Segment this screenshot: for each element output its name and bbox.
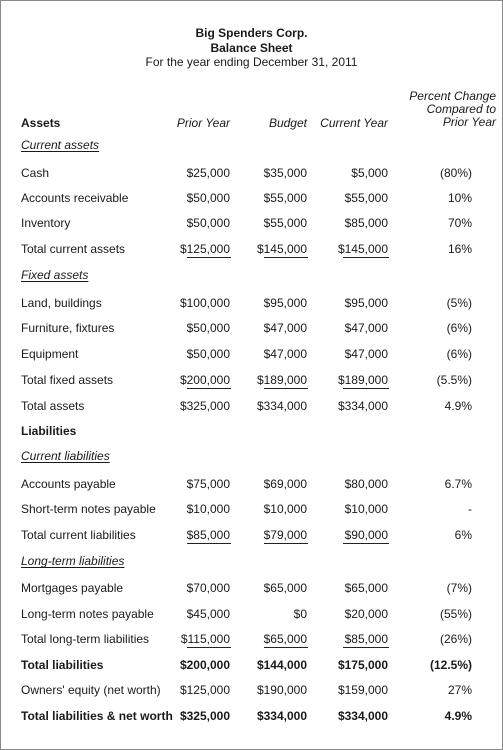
table-row (0, 242, 503, 256)
total-underline (264, 388, 308, 389)
percent-change-value: (5%) (446, 296, 472, 310)
row-label: Short-term notes payable (21, 502, 156, 516)
prior-year-value: $50,000 (186, 191, 230, 205)
row-label: Mortgages payable (21, 581, 124, 595)
current-year-value: $334,000 (337, 709, 388, 723)
total-underline (343, 543, 389, 544)
budget-value: $79,000 (263, 528, 307, 542)
budget-value: $189,000 (256, 373, 307, 387)
prior-year-value: $125,000 (179, 683, 230, 697)
assets-column-header: Assets (21, 116, 61, 130)
current-year-value: $10,000 (344, 502, 388, 516)
budget-value: $65,000 (263, 581, 307, 595)
percent-change-value: (80%) (439, 166, 472, 180)
table-row (0, 191, 503, 205)
total-underline (343, 257, 389, 258)
section-heading-row (0, 449, 503, 463)
percent-change-value: (7%) (446, 581, 472, 595)
budget-value: $35,000 (263, 166, 307, 180)
budget-column-header: Budget (268, 116, 307, 130)
percent-change-header-line3: Prior Year (442, 115, 496, 129)
total-underline (264, 257, 308, 258)
row-label: Furniture, fixtures (21, 321, 115, 335)
row-label: Equipment (21, 347, 79, 361)
row-label: Total fixed assets (21, 373, 114, 387)
prior-year-value: $200,000 (179, 373, 230, 387)
statement-title: Balance Sheet (210, 41, 293, 55)
row-label: Liabilities (21, 424, 77, 438)
current-year-column-header: Current Year (320, 116, 388, 130)
row-label: Long-term liabilities (21, 554, 125, 568)
percent-change-value: 4.9% (444, 709, 472, 723)
prior-year-value: $85,000 (186, 528, 230, 542)
percent-change-value: - (468, 502, 472, 516)
row-label: Fixed assets (21, 268, 89, 282)
table-row (0, 607, 503, 621)
row-label: Inventory (21, 216, 71, 230)
table-row (0, 709, 503, 723)
current-year-value: $85,000 (344, 632, 388, 646)
budget-value: $47,000 (263, 321, 307, 335)
percent-change-value: 27% (447, 683, 472, 697)
row-label: Accounts payable (21, 477, 116, 491)
budget-value: $55,000 (263, 216, 307, 230)
budget-value: $334,000 (256, 709, 307, 723)
budget-value: $145,000 (256, 242, 307, 256)
prior-year-value: $125,000 (179, 242, 230, 256)
percent-change-value: 16% (447, 242, 472, 256)
row-label: Total long-term liabilities (21, 632, 150, 646)
total-underline (264, 647, 308, 648)
total-underline (187, 257, 231, 258)
table-row (0, 632, 503, 646)
table-row (0, 477, 503, 491)
row-label: Long-term notes payable (21, 607, 154, 621)
percent-change-value: (55%) (439, 607, 472, 621)
percent-change-value: (6%) (446, 347, 472, 361)
prior-year-value: $325,000 (179, 709, 230, 723)
prior-year-value: $50,000 (186, 347, 230, 361)
prior-year-value: $200,000 (179, 658, 230, 672)
statement-period: For the year ending December 31, 2011 (145, 55, 358, 69)
row-label: Total assets (21, 399, 85, 413)
percent-change-value: (12.5%) (429, 658, 472, 672)
percent-change-value: (5.5%) (436, 373, 472, 387)
table-row (0, 683, 503, 697)
percent-change-value: 70% (447, 216, 472, 230)
budget-value: $334,000 (256, 399, 307, 413)
current-year-value: $334,000 (337, 399, 388, 413)
budget-value: $55,000 (263, 191, 307, 205)
budget-value: $0 (293, 607, 307, 621)
percent-change-value: (6%) (446, 321, 472, 335)
total-underline (264, 543, 308, 544)
row-label: Accounts receivable (21, 191, 129, 205)
percent-change-value: 4.9% (444, 399, 472, 413)
table-row (0, 658, 503, 672)
percent-change-column-header (392, 90, 496, 129)
section-heading-row (0, 268, 503, 282)
prior-year-value: $50,000 (186, 321, 230, 335)
prior-year-column-header: Prior Year (176, 116, 230, 130)
prior-year-value: $50,000 (186, 216, 230, 230)
row-label: Total current assets (21, 242, 126, 256)
table-row (0, 528, 503, 542)
budget-value: $47,000 (263, 347, 307, 361)
prior-year-value: $325,000 (179, 399, 230, 413)
current-year-value: $189,000 (337, 373, 388, 387)
prior-year-value: $70,000 (186, 581, 230, 595)
row-label: Cash (21, 166, 50, 180)
row-label: Current assets (21, 138, 100, 152)
current-year-value: $175,000 (337, 658, 388, 672)
row-label: Owners' equity (net worth) (21, 683, 161, 697)
section-heading-row (0, 554, 503, 568)
row-label: Land, buildings (21, 296, 102, 310)
table-row (0, 216, 503, 230)
row-label: Total liabilities & net worth (21, 709, 173, 723)
table-row (0, 347, 503, 361)
budget-value: $69,000 (263, 477, 307, 491)
total-underline (343, 388, 389, 389)
section-heading-row (0, 138, 503, 152)
prior-year-value: $10,000 (186, 502, 230, 516)
row-label: Total liabilities (21, 658, 104, 672)
budget-value: $190,000 (256, 683, 307, 697)
company-name: Big Spenders Corp. (195, 26, 308, 40)
percent-change-value: (26%) (439, 632, 472, 646)
prior-year-value: $115,000 (180, 632, 230, 646)
current-year-value: $55,000 (344, 191, 388, 205)
budget-value: $95,000 (263, 296, 307, 310)
prior-year-value: $100,000 (179, 296, 230, 310)
total-underline (187, 388, 231, 389)
total-underline (187, 647, 231, 648)
current-year-value: $65,000 (344, 581, 388, 595)
table-row (0, 321, 503, 335)
current-year-value: $47,000 (344, 321, 388, 335)
current-year-value: $80,000 (344, 477, 388, 491)
total-underline (343, 647, 389, 648)
current-year-value: $145,000 (337, 242, 388, 256)
percent-change-value: 6% (454, 528, 472, 542)
current-year-value: $90,000 (344, 528, 388, 542)
current-year-value: $47,000 (344, 347, 388, 361)
percent-change-header-line1: Percent Change (409, 89, 496, 103)
prior-year-value: $75,000 (186, 477, 230, 491)
current-year-value: $95,000 (344, 296, 388, 310)
budget-value: $144,000 (256, 658, 307, 672)
group-heading-row (0, 424, 503, 438)
prior-year-value: $45,000 (186, 607, 230, 621)
current-year-value: $5,000 (351, 166, 388, 180)
row-label: Current liabilities (21, 449, 110, 463)
current-year-value: $85,000 (344, 216, 388, 230)
table-row (0, 502, 503, 516)
table-row (0, 581, 503, 595)
current-year-value: $159,000 (337, 683, 388, 697)
row-label: Total current liabilities (21, 528, 136, 542)
percent-change-value: 6.7% (444, 477, 472, 491)
percent-change-value: 10% (447, 191, 472, 205)
budget-value: $65,000 (263, 632, 307, 646)
current-year-value: $20,000 (344, 607, 388, 621)
total-underline (187, 543, 231, 544)
table-row (0, 166, 503, 180)
table-row (0, 296, 503, 310)
table-row (0, 399, 503, 413)
table-row (0, 373, 503, 387)
budget-value: $10,000 (263, 502, 307, 516)
prior-year-value: $25,000 (186, 166, 230, 180)
percent-change-header-line2: Compared to (426, 102, 496, 116)
